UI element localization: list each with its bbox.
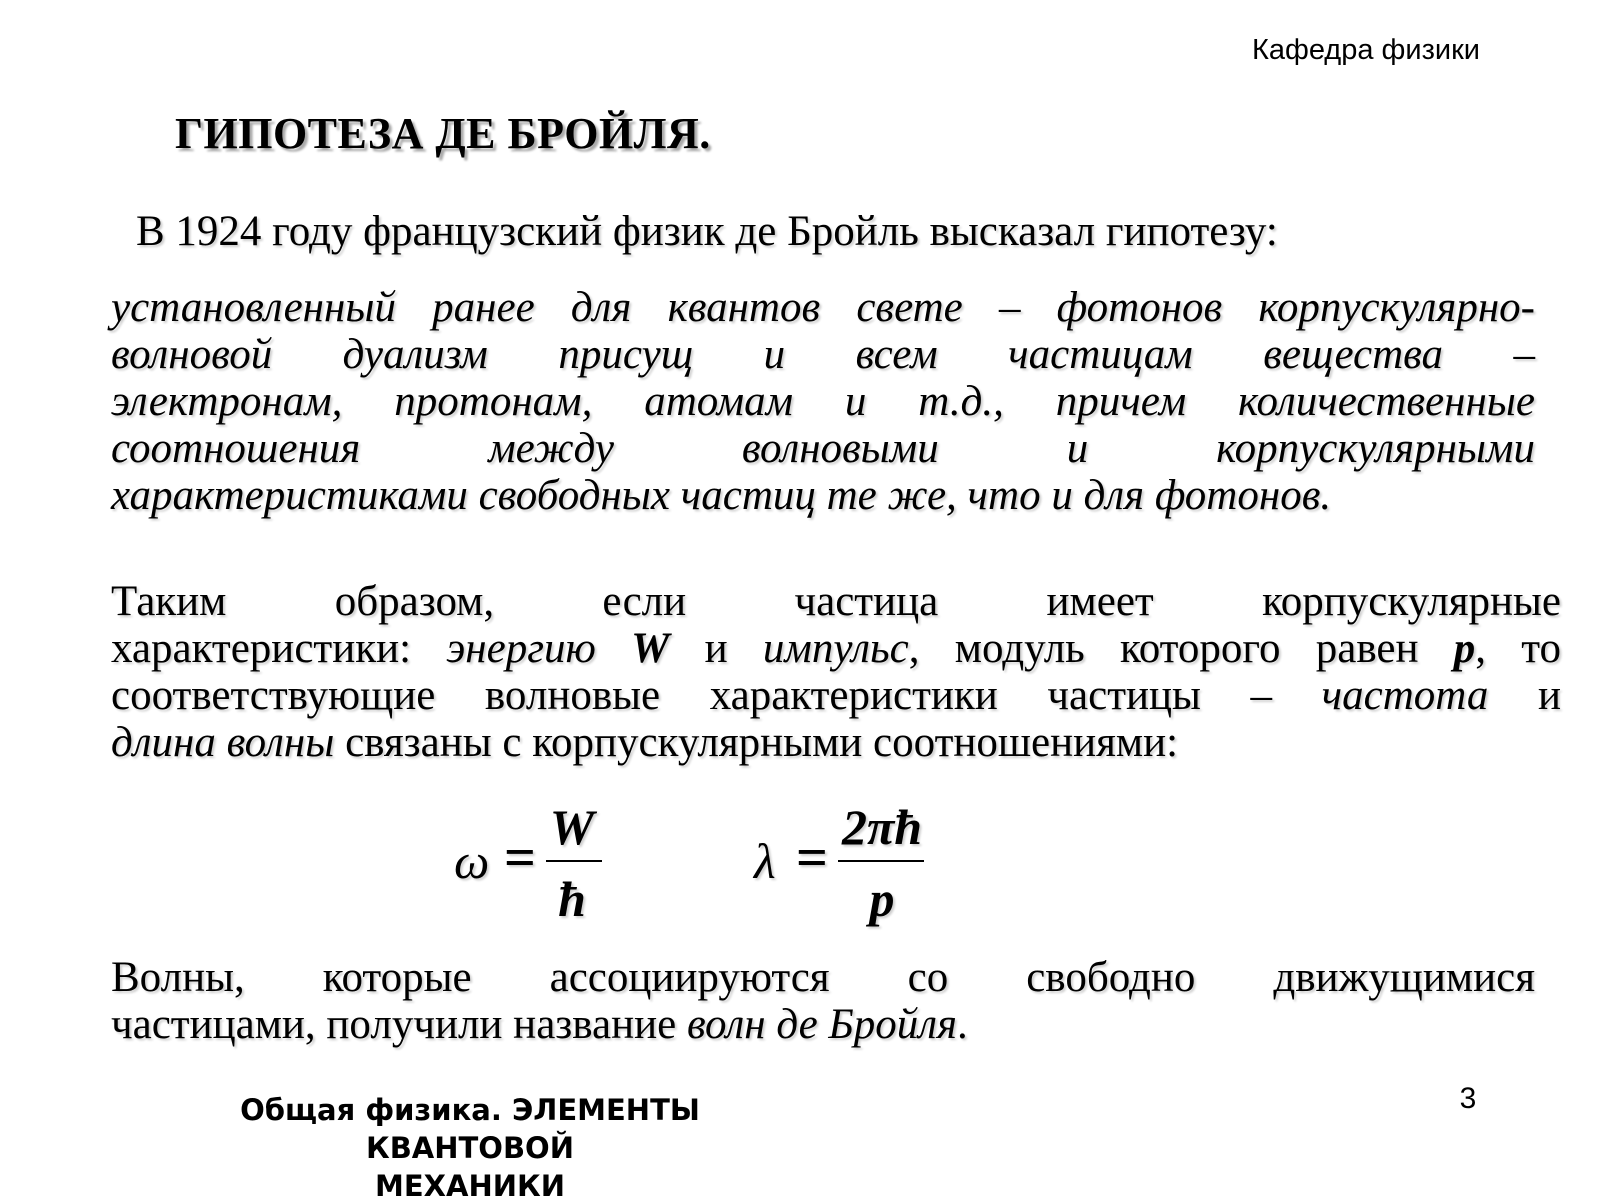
wavelength-term: длина волны	[111, 719, 335, 766]
intro-text: В 1924 году французский физик де Бройль высказал гипотезу:	[136, 208, 1278, 255]
consequence-text: связаны с корпускулярными соотношениями:	[334, 719, 1179, 766]
consequence-line	[111, 625, 1561, 672]
momentum-term: импульс	[762, 625, 909, 672]
momentum-symbol: p	[1453, 625, 1476, 672]
hypothesis-paragraph	[111, 284, 1535, 519]
consequence-paragraph	[111, 578, 1561, 766]
consequence-text: соответствующие волновые характеристики частицы –	[111, 672, 1322, 719]
consequence-text: , модуль которого равен	[908, 625, 1454, 672]
course-footer	[140, 1091, 800, 1200]
formula-denominator: p	[869, 871, 895, 927]
consequence-text: характеристики:	[111, 625, 447, 672]
hypothesis-line: электронам, протонам, атомам и т.д., причем количественные	[111, 378, 1535, 425]
frequency-term: частота	[1321, 672, 1489, 719]
equals-sign: =	[796, 827, 828, 889]
conclusion-text: частицами, получили название	[111, 1001, 687, 1048]
consequence-text: и	[669, 625, 763, 672]
lambda-symbol: λ	[754, 833, 776, 889]
slide-title: ГИПОТЕЗА ДЕ БРОЙЛЯ.	[175, 109, 711, 158]
hypothesis-line: волновой дуализм присущ и всем частицам вещества –	[111, 331, 1535, 378]
conclusion-line: Волны, которые ассоциируются со свободно движущимися	[111, 954, 1535, 1001]
formula-frequency	[450, 800, 620, 930]
fraction-bar	[546, 860, 602, 862]
department-label: Кафедра физики	[1251, 34, 1480, 66]
omega-symbol: ω	[454, 833, 490, 889]
conclusion-line	[111, 1001, 1535, 1048]
course-title-line: Общая физика. ЭЛЕМЕНТЫ КВАНТОВОЙ	[240, 1093, 700, 1165]
conclusion-paragraph	[111, 954, 1535, 1048]
formula-denominator: ħ	[558, 871, 586, 927]
hypothesis-line: соотношения между волновыми и корпускулярными	[111, 425, 1535, 472]
consequence-line	[111, 672, 1561, 719]
consequence-line: Таким образом, если частица имеет корпускулярные	[111, 578, 1561, 625]
de-broglie-waves-term: волн де Бройля	[686, 1001, 958, 1048]
formula-numerator: W	[549, 799, 595, 855]
formula-numerator: 2πħ	[841, 799, 923, 855]
page-number: 3	[1459, 1082, 1477, 1115]
hypothesis-line: установленный ранее для квантов свете – фотонов корпускулярно-	[111, 284, 1535, 331]
formula-wavelength	[752, 800, 942, 930]
energy-term: энергию	[446, 625, 596, 672]
course-title-line: МЕХАНИКИ	[375, 1169, 565, 1200]
consequence-line	[111, 719, 1561, 766]
consequence-text: , то	[1475, 625, 1562, 672]
consequence-text: и	[1488, 672, 1562, 719]
energy-symbol: W	[595, 625, 670, 672]
hypothesis-line: характеристиками свободных частиц те же, что и для фотонов.	[111, 472, 1332, 519]
equals-sign: =	[504, 827, 536, 889]
conclusion-text: .	[957, 1001, 968, 1048]
fraction-bar	[838, 860, 924, 862]
